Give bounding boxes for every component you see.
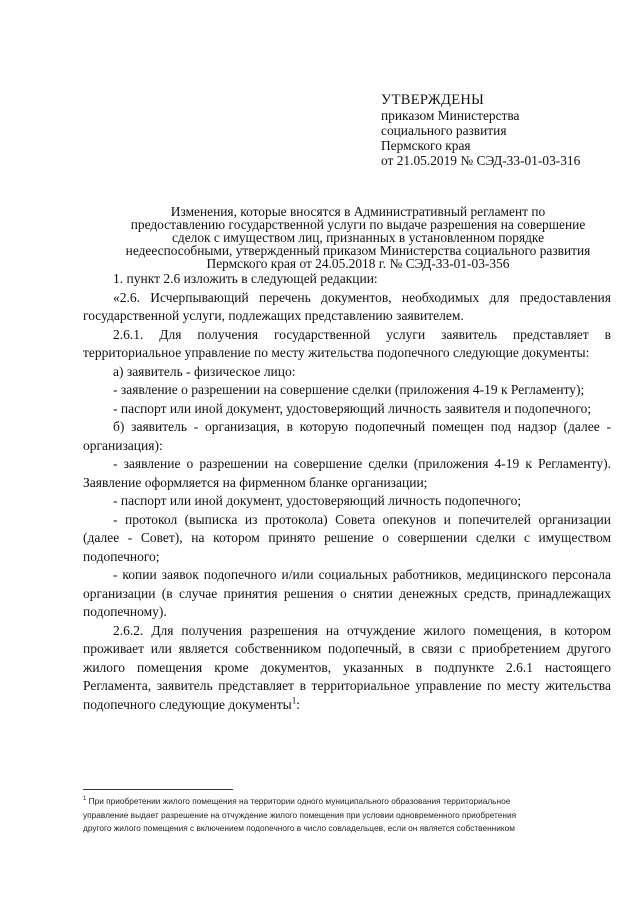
title-line: Изменения, которые вносятся в Административный регламент по <box>170 204 546 219</box>
approval-line: Пермского края <box>381 138 471 153</box>
list-item: - паспорт или иной документ, удостоверяющий личность заявителя и подопечного; <box>113 400 592 416</box>
list-item: б) заявитель - организация, в которую подопечный помещен под надзор (далее - организация): <box>83 419 611 453</box>
title-line: предоставлению государственной услуги по выдаче разрешения на совершение <box>130 217 586 232</box>
approval-line: социального развития <box>381 123 507 138</box>
approval-line: приказом Министерства <box>381 108 520 123</box>
paragraph: 1. пункт 2.6 изложить в следующей редакции: <box>113 271 378 286</box>
footnote-line: другого жилого помещения с включением подопечного в число совладельцев, если он является собственником <box>83 823 515 833</box>
footnote-separator <box>83 789 233 790</box>
list-item: - заявление о разрешении на совершение сделки (приложения 4-19 к Регламенту); <box>113 382 585 397</box>
paragraph-text: 2.6.2. Для получения разрешения на отчуждение жилого помещения, в котором проживает или является собственником подопечный, в связи с приобретением другого жилого помещения кроме документов, указанных в подпункте 2.6.1 настоящего Регламента, заявитель представляет в территориальное управление по месту жительства подопечного следующие документы <box>83 622 611 712</box>
footnote <box>83 795 611 836</box>
approval-order-number: от 21.05.2019 № СЭД-33-01-03-316 <box>381 153 581 168</box>
list-item: - копии заявок подопечного и/или социальных работников, медицинского персонала организации (в случае принятия решения о снятии денежных средств, принадлежащих подопечному). <box>83 567 611 619</box>
paragraph: «2.6. Исчерпывающий перечень документов, необходимых для предоставления государственной услуги, подлежащих представлению заявителем. <box>83 289 611 323</box>
approval-stamp <box>381 93 621 168</box>
paragraph-tail: : <box>296 696 300 712</box>
footnote-line: управление выдает разрешение на отчуждение жилого помещения при условии одновременного приобретения <box>83 809 517 820</box>
footnote-line <box>83 795 611 809</box>
list-item: - паспорт или иной документ, удостоверяющий личность подопечного; <box>113 493 522 508</box>
paragraph <box>83 622 611 715</box>
footnote-text: При приобретении жилого помещения на территории одного муниципального образования территориальное <box>86 796 511 806</box>
title-line: недееспособными, утвержденный приказом Министерства социального развития <box>125 243 591 258</box>
footnote-marker: 1 <box>83 796 87 803</box>
document-title <box>84 205 632 270</box>
list-item: - заявление о разрешении на совершение сделки (приложения 4-19 к Регламенту). Заявление оформляется на фирменном бланке организации; <box>83 456 611 490</box>
footnote-reference[interactable]: 1 <box>291 695 297 705</box>
title-line: сделок с имуществом лиц, признанных в установленном порядке <box>171 230 545 245</box>
document-body <box>83 270 611 714</box>
list-item: а) заявитель - физическое лицо: <box>113 363 296 379</box>
list-item: - протокол (выписка из протокола) Совета опекунов и попечителей организации (далее - Совет), на котором принято решение о совершении сделки с имуществом подопечного; <box>83 511 611 564</box>
paragraph: 2.6.1. Для получения государственной услуги заявитель представляет в территориальное управление по месту жительства подопечного следующие документы: <box>83 326 611 360</box>
title-line: Пермского края от 24.05.2018 г. № СЭД-33-01-03-356 <box>206 256 510 271</box>
approval-heading: УТВЕРЖДЕНЫ <box>381 92 485 108</box>
